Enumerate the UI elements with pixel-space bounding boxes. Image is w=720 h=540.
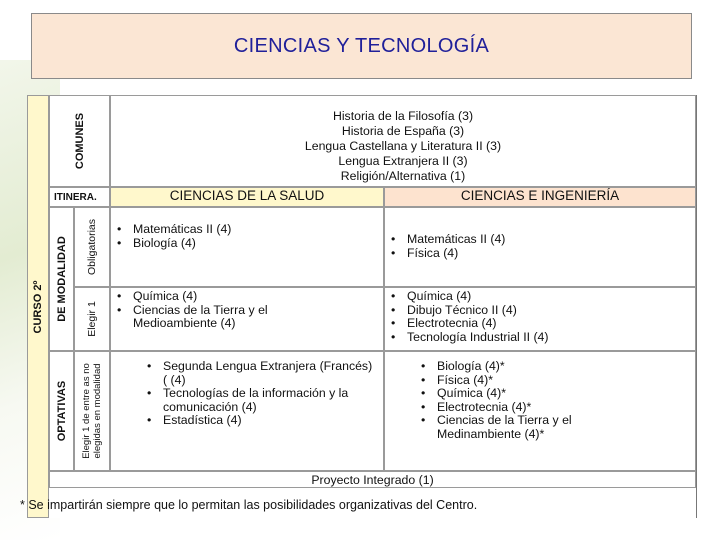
- comunes-subject: Lengua Castellana y Literatura II (3): [304, 139, 502, 153]
- subject-item: • Tecnología Industrial II (4): [385, 331, 695, 345]
- subject-item: • Matemáticas II (4): [111, 223, 383, 237]
- curso-cell: [27, 95, 49, 518]
- obligatorias-label: Obligatorias: [86, 218, 98, 276]
- title-banner: [31, 13, 692, 79]
- comunes-subject: Lengua Extranjera II (3): [338, 154, 468, 168]
- elegir1-salud: [110, 287, 384, 351]
- subject-item: • Electrotecnia (4)*: [415, 401, 695, 415]
- subject-item: [415, 414, 627, 441]
- obligatorias-salud: [110, 207, 384, 287]
- proyecto-integrado: Proyecto Integrado (1): [49, 471, 696, 488]
- comunes-subject: Historia de la Filosofía (3): [332, 109, 474, 123]
- obligatorias-ingenieria: [384, 207, 696, 287]
- optativas-note-line: elegidas en modalidad: [92, 363, 103, 459]
- itinerario-ingenieria-header: CIENCIAS E INGENIERÍA: [384, 187, 696, 207]
- optativas-left: [110, 351, 384, 471]
- subject-item-text: Ciencias de la Tierra y el Medinambiente (4)*: [437, 413, 572, 441]
- optativas-note-cell: [74, 351, 110, 471]
- page-title: CIENCIAS Y TECNOLOGÍA: [233, 34, 490, 57]
- modalidad-label: DE MODALIDAD: [55, 236, 68, 322]
- modalidad-label-cell: [49, 207, 74, 351]
- obligatorias-label-cell: [74, 207, 110, 287]
- optativas-note: [81, 363, 103, 459]
- subject-item: • Biología (4): [111, 237, 383, 251]
- footnote: * Se impartirán siempre que lo permitan las posibilidades organizativas del Centro.: [20, 498, 478, 512]
- comunes-label-cell: [49, 95, 110, 187]
- comunes-label: COMUNES: [73, 112, 86, 170]
- itinera-label: ITINERA.: [49, 187, 110, 207]
- subject-item: • Biología (4)*: [415, 360, 695, 374]
- subject-item: [141, 360, 378, 387]
- optativas-note-line: Elegir 1 de entre as no: [81, 363, 92, 459]
- subject-item: • Física (4): [385, 247, 695, 261]
- elegir1-label: Elegir 1: [86, 301, 98, 337]
- subject-item: • Electrotecnia (4): [385, 317, 695, 331]
- subject-item: [141, 387, 378, 414]
- optativas-right: [384, 351, 696, 471]
- subjects-table: [27, 95, 697, 518]
- subject-item: • Matemáticas II (4): [385, 233, 695, 247]
- comunes-subjects: [110, 95, 696, 187]
- subject-item-text: Tecnologías de la información y la comunicación (4): [163, 386, 349, 414]
- itinerario-salud-header: CIENCIAS DE LA SALUD: [110, 187, 384, 207]
- elegir1-label-cell: [74, 287, 110, 351]
- subject-item-text: Segunda Lengua Extranjera (Francés) ( (4): [163, 359, 373, 387]
- elegir1-ingenieria: [384, 287, 696, 351]
- subject-item: • Química (4): [385, 290, 695, 304]
- comunes-subject: Religión/Alternativa (1): [340, 169, 466, 183]
- subject-item: • Estadística (4): [141, 414, 383, 428]
- comunes-subject: Historia de España (3): [341, 124, 465, 138]
- curso-label: CURSO 2º: [32, 280, 44, 333]
- optativas-label-cell: [49, 351, 74, 471]
- subject-item: • Química (4): [111, 290, 383, 304]
- subject-item: [111, 304, 323, 331]
- subject-item-text: Ciencias de la Tierra y el Medioambiente (4): [133, 302, 268, 330]
- subject-item: • Química (4)*: [415, 387, 695, 401]
- subject-item: • Física (4)*: [415, 374, 695, 388]
- subject-item: • Dibujo Técnico II (4): [385, 304, 695, 318]
- optativas-label: OPTATIVAS: [55, 380, 68, 442]
